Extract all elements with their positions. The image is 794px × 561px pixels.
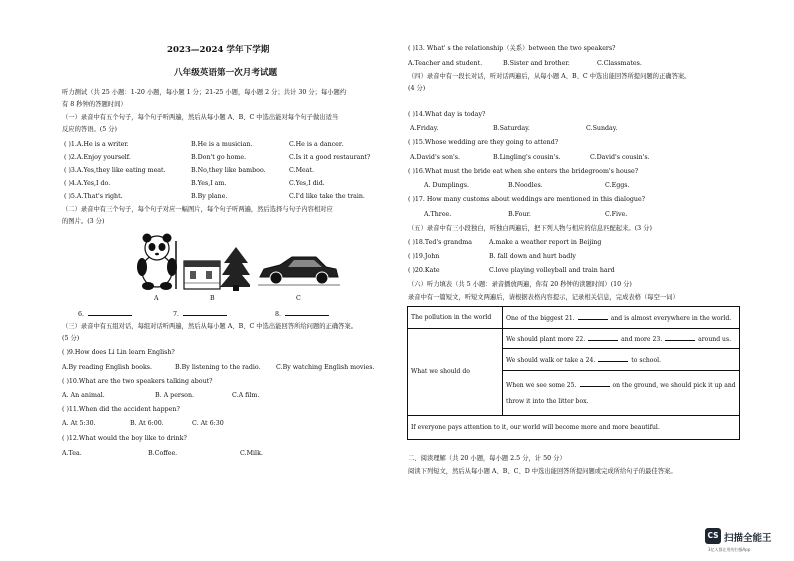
q11-question: ( )11.When did the accident happen? [62,406,180,413]
q11-option-a: A. At 5:30. [62,420,96,427]
part3-heading-line2: (5 分) [62,335,80,342]
part4-heading: （四）录音中有一段长对话，听对话两遍后，从每小题 A、B、C 中选出能回答所提问题的正确答案。 [408,73,691,80]
blank-21[interactable] [578,313,608,320]
car-image [258,253,340,287]
row-plant-text-c: around us. [698,336,732,344]
part4-heading-line2: (4 分) [408,85,426,92]
q4-option-a: ( )4.A.Yes,I do. [64,180,111,187]
panda-image [132,231,182,291]
row-plant-content [503,329,740,349]
q20-info: C.love playing volleyball and train hard [489,267,615,274]
fill-in-table [407,306,740,440]
row-litter-text-c: throw it into the litter box. [506,398,589,406]
q4-option-c: C.Yes,I did. [289,180,325,187]
q7-blank[interactable] [173,309,227,318]
part1-heading: （一）录音中有五个句子，每个句子听两遍，然后从每小题 A、B、C 中选出能对每个句子做出适当 [62,114,339,121]
q14-option-b: B.Saturday. [493,125,530,132]
q15-question: ( )15.Whose wedding are they going to attend? [408,139,559,146]
q3-option-a: ( )3.A.Yes,they like eating meat. [64,167,166,174]
q13-option-b: B.Sister and brother. [503,60,570,67]
exam-year-title: 2023—2024 学年下学期 [167,45,270,55]
q12-option-c: C.Milk. [240,450,263,457]
q2-option-b: B.Don't go home. [191,154,247,161]
q16-option-a: A. Dumplings. [424,182,470,189]
picture-label-b: B [210,295,215,302]
q12-question: ( )12.What would the boy like to drink? [62,435,187,442]
picture-label-a: A [154,295,159,302]
q16-option-c: C.Eggs. [605,182,630,189]
row-walk-content [503,349,740,371]
reading-heading: 二、阅读理解（共 20 小题，每小题 2.5 分，计 50 分） [408,455,566,462]
q5-option-b: B.By plane. [191,193,228,200]
row-walk-text-b: to school. [631,357,662,365]
q8-answer-blank[interactable] [285,309,329,316]
q7-answer-blank[interactable] [183,309,227,316]
q16-option-b: B.Noodles. [508,182,543,189]
row-what-we-should-do-label: What we should do [408,329,503,416]
q9-option-a: A.By reading English books. [62,364,153,371]
q18-person: ( )18.Ted's grandma [408,239,472,246]
q1-option-b: B.He is a musician. [191,141,253,148]
q10-option-a: A. An animal. [62,392,105,399]
q10-option-c: C.A film. [232,392,260,399]
q12-option-a: A.Tea. [62,450,82,457]
part2-heading: （二）录音中有三个句子，每个句子对应一幅图片，每个句子听两遍，然后选择与句子内容相对应 [62,206,333,213]
part2-heading-line2: 的图片。(3 分) [62,218,105,225]
q10-question: ( )10.What are the two speakers talking about? [62,378,213,385]
q6-label: 6. [78,311,85,318]
q4-option-b: B.Yes,I am. [191,180,227,187]
row-conclusion: If everyone pays attention to it, our world will become more and more beautiful. [408,415,740,439]
scanner-watermark [705,528,787,558]
blank-22[interactable] [588,334,618,341]
row-pollution-text-b: and is almost everywhere in the world. [610,315,732,323]
q9-option-c: C.By watching English movies. [276,364,375,371]
q20-person: ( )20.Kate [408,267,440,274]
q15-option-c: C.David's cousin's. [590,154,650,161]
q14-option-a: A.Friday. [410,125,439,132]
listening-intro-line1: 听力测试（共 25 小题：1-20 小题，每小题 1 分；21-25 小题，每小题 2 分；共计 30 分；每小题约 [62,89,347,96]
row-plant-text-b: and more 23. [621,336,663,344]
row-plant-text-a: We should plant more 22. [506,336,586,344]
watermark-app-name: 扫描全能王 [724,533,772,544]
q15-option-a: A.David's son's. [410,154,460,161]
q17-option-c: C.Five. [605,211,628,218]
part3-heading: （三）录音中有五组对话，每组对话听两遍，然后从每小题 A、B、C 中选出能回答所给问题的正确答案。 [62,323,358,330]
part5-heading: （五）录音中有三小段独白，听独白两遍后，把下列人物与相应的信息匹配起来。(3 分) [408,225,652,232]
row-litter-content [503,371,740,415]
q7-label: 7. [173,311,180,318]
listening-intro-line2: 有 8 秒钟的答题时间） [62,101,127,108]
part6-heading-line2: 录音中有一篇短文，听短文两遍后，请根据表格内容提示，记录相关信息，完成表格（每空一词） [408,294,679,301]
part1-heading-line2: 反应的答语。(5 分) [62,126,117,133]
q8-label: 8. [275,311,282,318]
row-pollution-content [503,307,740,329]
house-tree-image [182,247,250,291]
q10-option-b: B. A person. [155,392,195,399]
q12-option-b: B.Coffee. [148,450,178,457]
blank-23[interactable] [665,334,695,341]
q2-option-c: C.Is it a good restaurant? [289,154,371,161]
q18-info: A.make a weather report in Beijing [489,239,602,246]
watermark-tagline: 3亿人都在用的扫描App [708,547,751,552]
exam-title: 八年级英语第一次月考试题 [174,68,278,78]
q11-option-b: B. At 6:00. [130,420,164,427]
q3-option-c: C.Meat. [289,167,315,174]
row-litter-text-a: When we see some 25. [506,382,577,390]
q16-question: ( )16.What must the bride eat when she enters the bridegroom's house? [408,168,639,175]
q13-option-a: A.Teacher and student. [408,60,483,67]
q13-question: ( )13. What' s the relationship（关系）between the two speakers? [408,45,616,52]
q17-question: ( )17. How many customs about weddings are mentioned in this dialogue? [408,196,646,203]
camscanner-logo-icon: CS [705,528,721,544]
q17-option-a: A.Three. [424,211,452,218]
q5-option-a: ( )5.A.That's right. [64,193,123,200]
q13-option-c: C.Classmates. [597,60,642,67]
blank-25[interactable] [580,380,610,387]
part6-heading: （六）听力填表（共 5 小题：录音播放两遍，你有 20 秒钟的读题时间）(10 分) [408,281,632,288]
q6-blank[interactable] [78,309,132,318]
q14-option-c: C.Sunday. [586,125,618,132]
row-pollution-label: The pollution in the world [408,307,503,329]
q11-option-c: C. At 6:30 [192,420,224,427]
q6-answer-blank[interactable] [88,309,132,316]
picture-label-c: C [296,295,301,302]
blank-24[interactable] [598,355,628,362]
q1-option-c: C.He is a dancer. [289,141,344,148]
reading-instructions: 阅读下列短文，然后从每小题 A、B、C、D 中选出能回答所提问题或完成所给句子的最佳答案。 [408,468,677,475]
q3-option-b: B.No,they like bamboo. [191,167,266,174]
q14-question: ( )14.What day is today? [408,111,486,118]
q1-option-a: ( )1.A.He is a writer. [64,141,129,148]
q19-person: ( )19.John [408,253,440,260]
q15-option-b: B.Lingling's cousin's. [493,154,561,161]
q8-blank[interactable] [275,309,329,318]
row-litter-text-b: on the ground, we should pick it up and [612,382,736,390]
q19-info: B. fall down and hurt badly [489,253,576,260]
row-walk-text-a: We should walk or take a 24. [506,357,596,365]
q17-option-b: B.Four. [508,211,531,218]
q2-option-a: ( )2.A.Enjoy yourself. [64,154,131,161]
q9-question: ( )9.How does Li Lin learn English? [62,349,175,356]
row-pollution-text-a: One of the biggest 21. [506,315,575,323]
q9-option-b: B.By listening to the radio. [175,364,261,371]
q5-option-c: C.I'd like take the train. [289,193,365,200]
